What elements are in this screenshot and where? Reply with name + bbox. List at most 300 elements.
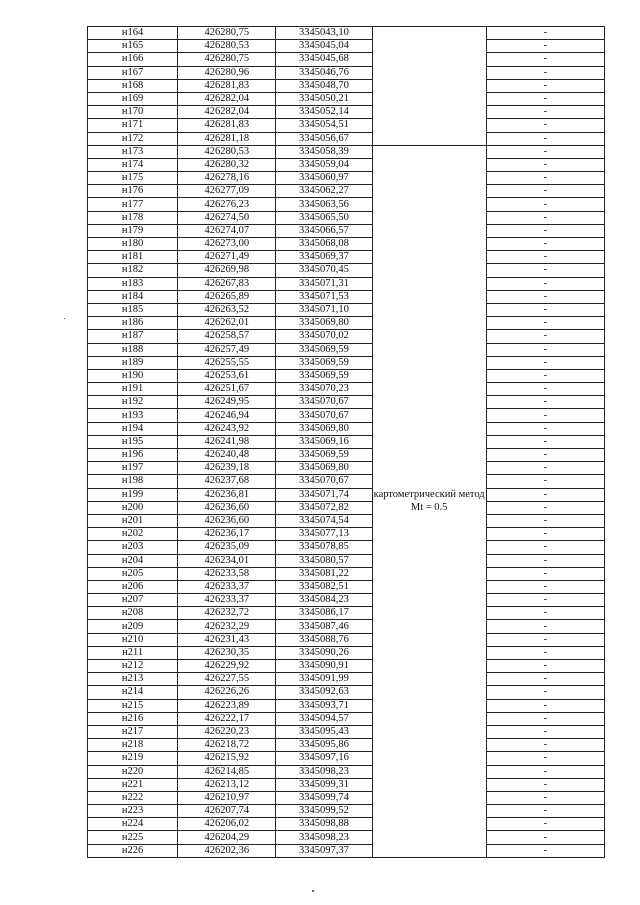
table-row (88, 343, 605, 356)
description-cell: - (486, 712, 604, 725)
y-coordinate-cell: 3345099,52 (276, 805, 372, 818)
table-row (88, 818, 605, 831)
point-id-cell: н180 (88, 238, 178, 251)
x-coordinate-cell: 426222,17 (178, 712, 276, 725)
x-coordinate-cell: 426210,97 (178, 791, 276, 804)
table-row (88, 27, 605, 40)
point-id-cell: н199 (88, 488, 178, 501)
x-coordinate-cell: 426235,09 (178, 541, 276, 554)
description-cell: - (486, 330, 604, 343)
description-cell: - (486, 488, 604, 501)
y-coordinate-cell: 3345071,53 (276, 290, 372, 303)
y-coordinate-cell: 3345094,57 (276, 712, 372, 725)
point-id-cell: н170 (88, 106, 178, 119)
y-coordinate-cell: 3345066,57 (276, 224, 372, 237)
point-id-cell: н219 (88, 752, 178, 765)
description-cell: - (486, 66, 604, 79)
table-row (88, 528, 605, 541)
point-id-cell: н223 (88, 805, 178, 818)
y-coordinate-cell: 3345099,31 (276, 778, 372, 791)
x-coordinate-cell: 426233,58 (178, 567, 276, 580)
table-row (88, 712, 605, 725)
x-coordinate-cell: 426280,75 (178, 53, 276, 66)
description-cell: - (486, 303, 604, 316)
point-id-cell: н222 (88, 791, 178, 804)
point-id-cell: н217 (88, 725, 178, 738)
table-row (88, 211, 605, 224)
y-coordinate-cell: 3345098,88 (276, 818, 372, 831)
x-coordinate-cell: 426246,94 (178, 409, 276, 422)
y-coordinate-cell: 3345095,86 (276, 739, 372, 752)
point-id-cell: н202 (88, 528, 178, 541)
y-coordinate-cell: 3345074,54 (276, 514, 372, 527)
point-id-cell: н225 (88, 831, 178, 844)
description-cell: - (486, 475, 604, 488)
x-coordinate-cell: 426274,50 (178, 211, 276, 224)
table-row (88, 686, 605, 699)
table-row (88, 791, 605, 804)
point-id-cell: н181 (88, 251, 178, 264)
y-coordinate-cell: 3345071,31 (276, 277, 372, 290)
table-row (88, 53, 605, 66)
x-coordinate-cell: 426269,98 (178, 264, 276, 277)
point-id-cell: н213 (88, 673, 178, 686)
description-cell: - (486, 567, 604, 580)
point-id-cell: н216 (88, 712, 178, 725)
table-row (88, 66, 605, 79)
point-id-cell: н166 (88, 53, 178, 66)
description-cell: - (486, 514, 604, 527)
description-cell: - (486, 778, 604, 791)
point-id-cell: н177 (88, 198, 178, 211)
x-coordinate-cell: 426280,32 (178, 158, 276, 171)
point-id-cell: н212 (88, 660, 178, 673)
description-cell: - (486, 53, 604, 66)
table-row (88, 475, 605, 488)
y-coordinate-cell: 3345069,59 (276, 343, 372, 356)
point-id-cell: н184 (88, 290, 178, 303)
y-coordinate-cell: 3345093,71 (276, 699, 372, 712)
description-cell: - (486, 660, 604, 673)
x-coordinate-cell: 426271,49 (178, 251, 276, 264)
x-coordinate-cell: 426234,01 (178, 554, 276, 567)
table-row (88, 620, 605, 633)
description-cell: - (486, 145, 604, 158)
y-coordinate-cell: 3345077,13 (276, 528, 372, 541)
x-coordinate-cell: 426281,83 (178, 119, 276, 132)
description-cell: - (486, 40, 604, 53)
point-id-cell: н186 (88, 317, 178, 330)
table-row (88, 633, 605, 646)
point-id-cell: н165 (88, 40, 178, 53)
description-cell: - (486, 132, 604, 145)
point-id-cell: н185 (88, 303, 178, 316)
point-id-cell: н208 (88, 607, 178, 620)
y-coordinate-cell: 3345068,08 (276, 238, 372, 251)
description-cell: - (486, 277, 604, 290)
y-coordinate-cell: 3345078,85 (276, 541, 372, 554)
table-row (88, 145, 605, 158)
x-coordinate-cell: 426282,04 (178, 92, 276, 105)
description-cell: - (486, 739, 604, 752)
point-id-cell: н167 (88, 66, 178, 79)
y-coordinate-cell: 3345082,51 (276, 580, 372, 593)
point-id-cell: н207 (88, 594, 178, 607)
point-id-cell: н191 (88, 383, 178, 396)
x-coordinate-cell: 426280,75 (178, 27, 276, 40)
y-coordinate-cell: 3345069,59 (276, 356, 372, 369)
y-coordinate-cell: 3345050,21 (276, 92, 372, 105)
table-row (88, 132, 605, 145)
x-coordinate-cell: 426236,60 (178, 501, 276, 514)
y-coordinate-cell: 3345070,45 (276, 264, 372, 277)
y-coordinate-cell: 3345063,56 (276, 198, 372, 211)
y-coordinate-cell: 3345056,67 (276, 132, 372, 145)
table-row (88, 778, 605, 791)
point-id-cell: н169 (88, 92, 178, 105)
table-row (88, 106, 605, 119)
point-id-cell: н179 (88, 224, 178, 237)
point-id-cell: н214 (88, 686, 178, 699)
description-cell: - (486, 528, 604, 541)
description-cell: - (486, 409, 604, 422)
point-id-cell: н194 (88, 422, 178, 435)
y-coordinate-cell: 3345095,43 (276, 725, 372, 738)
description-cell: - (486, 818, 604, 831)
x-coordinate-cell: 426204,29 (178, 831, 276, 844)
table-row (88, 765, 605, 778)
table-row (88, 699, 605, 712)
x-coordinate-cell: 426280,96 (178, 66, 276, 79)
table-row (88, 488, 605, 501)
point-id-cell: н204 (88, 554, 178, 567)
description-cell: - (486, 607, 604, 620)
table-row (88, 303, 605, 316)
margin-speck (64, 318, 65, 319)
table-row (88, 739, 605, 752)
y-coordinate-cell: 3345092,63 (276, 686, 372, 699)
x-coordinate-cell: 426220,23 (178, 725, 276, 738)
x-coordinate-cell: 426230,35 (178, 646, 276, 659)
table-row (88, 92, 605, 105)
y-coordinate-cell: 3345069,80 (276, 462, 372, 475)
description-cell: - (486, 198, 604, 211)
point-id-cell: н171 (88, 119, 178, 132)
x-coordinate-cell: 426249,95 (178, 396, 276, 409)
table-row (88, 501, 605, 514)
y-coordinate-cell: 3345090,91 (276, 660, 372, 673)
point-id-cell: н226 (88, 844, 178, 857)
y-coordinate-cell: 3345069,16 (276, 435, 372, 448)
table-row (88, 277, 605, 290)
y-coordinate-cell: 3345070,67 (276, 409, 372, 422)
point-id-cell: н164 (88, 27, 178, 40)
point-id-cell: н206 (88, 580, 178, 593)
point-id-cell: н182 (88, 264, 178, 277)
point-id-cell: н189 (88, 356, 178, 369)
y-coordinate-cell: 3345069,59 (276, 369, 372, 382)
x-coordinate-cell: 426233,37 (178, 594, 276, 607)
description-cell: - (486, 831, 604, 844)
x-coordinate-cell: 426281,83 (178, 79, 276, 92)
table-row (88, 805, 605, 818)
empty-method-cell (372, 27, 486, 146)
table-row (88, 554, 605, 567)
y-coordinate-cell: 3345088,76 (276, 633, 372, 646)
description-cell: - (486, 699, 604, 712)
y-coordinate-cell: 3345045,04 (276, 40, 372, 53)
x-coordinate-cell: 426240,48 (178, 449, 276, 462)
y-coordinate-cell: 3345059,04 (276, 158, 372, 171)
point-id-cell: н203 (88, 541, 178, 554)
table-row (88, 224, 605, 237)
y-coordinate-cell: 3345071,10 (276, 303, 372, 316)
table-row (88, 40, 605, 53)
table-row (88, 238, 605, 251)
description-cell: - (486, 79, 604, 92)
x-coordinate-cell: 426253,61 (178, 369, 276, 382)
table-row (88, 514, 605, 527)
point-id-cell: н220 (88, 765, 178, 778)
point-id-cell: н173 (88, 145, 178, 158)
description-cell: - (486, 396, 604, 409)
table-row (88, 422, 605, 435)
table-row (88, 449, 605, 462)
description-cell: - (486, 172, 604, 185)
table-row (88, 330, 605, 343)
point-id-cell: н187 (88, 330, 178, 343)
x-coordinate-cell: 426255,55 (178, 356, 276, 369)
table-row (88, 646, 605, 659)
description-cell: - (486, 752, 604, 765)
description-cell: - (486, 791, 604, 804)
point-id-cell: н205 (88, 567, 178, 580)
x-coordinate-cell: 426202,36 (178, 844, 276, 857)
point-id-cell: н209 (88, 620, 178, 633)
table-row (88, 725, 605, 738)
y-coordinate-cell: 3345070,67 (276, 475, 372, 488)
table-row (88, 290, 605, 303)
x-coordinate-cell: 426241,98 (178, 435, 276, 448)
table-row (88, 396, 605, 409)
point-id-cell: н174 (88, 158, 178, 171)
description-cell: - (486, 541, 604, 554)
y-coordinate-cell: 3345065,50 (276, 211, 372, 224)
y-coordinate-cell: 3345069,80 (276, 317, 372, 330)
description-cell: - (486, 317, 604, 330)
description-cell: - (486, 646, 604, 659)
y-coordinate-cell: 3345070,23 (276, 383, 372, 396)
x-coordinate-cell: 426281,18 (178, 132, 276, 145)
table-row (88, 752, 605, 765)
table-row (88, 264, 605, 277)
x-coordinate-cell: 426274,07 (178, 224, 276, 237)
description-cell: - (486, 686, 604, 699)
table-row (88, 172, 605, 185)
description-cell: - (486, 594, 604, 607)
y-coordinate-cell: 3345070,02 (276, 330, 372, 343)
y-coordinate-cell: 3345069,80 (276, 422, 372, 435)
y-coordinate-cell: 3345084,23 (276, 594, 372, 607)
point-id-cell: н197 (88, 462, 178, 475)
point-id-cell: н183 (88, 277, 178, 290)
stray-dot (312, 890, 314, 892)
x-coordinate-cell: 426243,92 (178, 422, 276, 435)
x-coordinate-cell: 426229,92 (178, 660, 276, 673)
coordinates-table-body (88, 27, 605, 858)
description-cell: - (486, 765, 604, 778)
description-cell: - (486, 383, 604, 396)
description-cell: - (486, 343, 604, 356)
y-coordinate-cell: 3345090,26 (276, 646, 372, 659)
description-cell: - (486, 501, 604, 514)
point-id-cell: н198 (88, 475, 178, 488)
table-row (88, 119, 605, 132)
description-cell: - (486, 92, 604, 105)
table-row (88, 317, 605, 330)
x-coordinate-cell: 426280,53 (178, 145, 276, 158)
point-id-cell: н201 (88, 514, 178, 527)
y-coordinate-cell: 3345099,74 (276, 791, 372, 804)
description-cell: - (486, 435, 604, 448)
y-coordinate-cell: 3345060,97 (276, 172, 372, 185)
x-coordinate-cell: 426280,53 (178, 40, 276, 53)
description-cell: - (486, 185, 604, 198)
y-coordinate-cell: 3345046,76 (276, 66, 372, 79)
x-coordinate-cell: 426263,52 (178, 303, 276, 316)
x-coordinate-cell: 426273,00 (178, 238, 276, 251)
y-coordinate-cell: 3345080,57 (276, 554, 372, 567)
y-coordinate-cell: 3345072,82 (276, 501, 372, 514)
point-id-cell: н196 (88, 449, 178, 462)
description-cell: - (486, 422, 604, 435)
method-note-cell: картометрический метод Mt = 0.5 (372, 145, 486, 857)
table-row (88, 409, 605, 422)
description-cell: - (486, 251, 604, 264)
table-row (88, 251, 605, 264)
table-row (88, 594, 605, 607)
x-coordinate-cell: 426206,02 (178, 818, 276, 831)
point-id-cell: н190 (88, 369, 178, 382)
description-cell: - (486, 106, 604, 119)
y-coordinate-cell: 3345045,68 (276, 53, 372, 66)
y-coordinate-cell: 3345097,37 (276, 844, 372, 857)
point-id-cell: н175 (88, 172, 178, 185)
y-coordinate-cell: 3345069,59 (276, 449, 372, 462)
x-coordinate-cell: 426218,72 (178, 739, 276, 752)
y-coordinate-cell: 3345043,10 (276, 27, 372, 40)
table-row (88, 844, 605, 857)
x-coordinate-cell: 426258,57 (178, 330, 276, 343)
y-coordinate-cell: 3345069,37 (276, 251, 372, 264)
table-row (88, 198, 605, 211)
table-row (88, 567, 605, 580)
y-coordinate-cell: 3345098,23 (276, 831, 372, 844)
description-cell: - (486, 356, 604, 369)
point-id-cell: н224 (88, 818, 178, 831)
description-cell: - (486, 369, 604, 382)
point-id-cell: н215 (88, 699, 178, 712)
table-row (88, 185, 605, 198)
point-id-cell: н211 (88, 646, 178, 659)
y-coordinate-cell: 3345097,16 (276, 752, 372, 765)
table-row (88, 541, 605, 554)
y-coordinate-cell: 3345052,14 (276, 106, 372, 119)
point-id-cell: н200 (88, 501, 178, 514)
x-coordinate-cell: 426233,37 (178, 580, 276, 593)
table-row (88, 158, 605, 171)
description-cell: - (486, 725, 604, 738)
description-cell: - (486, 119, 604, 132)
coordinates-table (87, 26, 605, 858)
x-coordinate-cell: 426213,12 (178, 778, 276, 791)
table-row (88, 673, 605, 686)
description-cell: - (486, 580, 604, 593)
y-coordinate-cell: 3345054,51 (276, 119, 372, 132)
x-coordinate-cell: 426236,60 (178, 514, 276, 527)
point-id-cell: н178 (88, 211, 178, 224)
point-id-cell: н172 (88, 132, 178, 145)
x-coordinate-cell: 426257,49 (178, 343, 276, 356)
description-cell: - (486, 238, 604, 251)
x-coordinate-cell: 426223,89 (178, 699, 276, 712)
description-cell: - (486, 264, 604, 277)
table-row (88, 580, 605, 593)
y-coordinate-cell: 3345058,39 (276, 145, 372, 158)
table-row (88, 607, 605, 620)
point-id-cell: н195 (88, 435, 178, 448)
table-row (88, 383, 605, 396)
description-cell: - (486, 224, 604, 237)
y-coordinate-cell: 3345081,22 (276, 567, 372, 580)
x-coordinate-cell: 426215,92 (178, 752, 276, 765)
x-coordinate-cell: 426232,29 (178, 620, 276, 633)
table-row (88, 369, 605, 382)
y-coordinate-cell: 3345087,46 (276, 620, 372, 633)
table-row (88, 462, 605, 475)
x-coordinate-cell: 426237,68 (178, 475, 276, 488)
x-coordinate-cell: 426227,55 (178, 673, 276, 686)
point-id-cell: н221 (88, 778, 178, 791)
point-id-cell: н168 (88, 79, 178, 92)
point-id-cell: н210 (88, 633, 178, 646)
point-id-cell: н218 (88, 739, 178, 752)
x-coordinate-cell: 426276,23 (178, 198, 276, 211)
description-cell: - (486, 158, 604, 171)
x-coordinate-cell: 426282,04 (178, 106, 276, 119)
description-cell: - (486, 633, 604, 646)
x-coordinate-cell: 426232,72 (178, 607, 276, 620)
x-coordinate-cell: 426262,01 (178, 317, 276, 330)
y-coordinate-cell: 3345098,23 (276, 765, 372, 778)
y-coordinate-cell: 3345071,74 (276, 488, 372, 501)
point-id-cell: н192 (88, 396, 178, 409)
table-row (88, 356, 605, 369)
x-coordinate-cell: 426207,74 (178, 805, 276, 818)
table-row (88, 831, 605, 844)
y-coordinate-cell: 3345070,67 (276, 396, 372, 409)
table-row (88, 79, 605, 92)
point-id-cell: н176 (88, 185, 178, 198)
x-coordinate-cell: 426231,43 (178, 633, 276, 646)
x-coordinate-cell: 426226,26 (178, 686, 276, 699)
x-coordinate-cell: 426265,89 (178, 290, 276, 303)
description-cell: - (486, 805, 604, 818)
description-cell: - (486, 211, 604, 224)
x-coordinate-cell: 426277,09 (178, 185, 276, 198)
point-id-cell: н193 (88, 409, 178, 422)
description-cell: - (486, 844, 604, 857)
